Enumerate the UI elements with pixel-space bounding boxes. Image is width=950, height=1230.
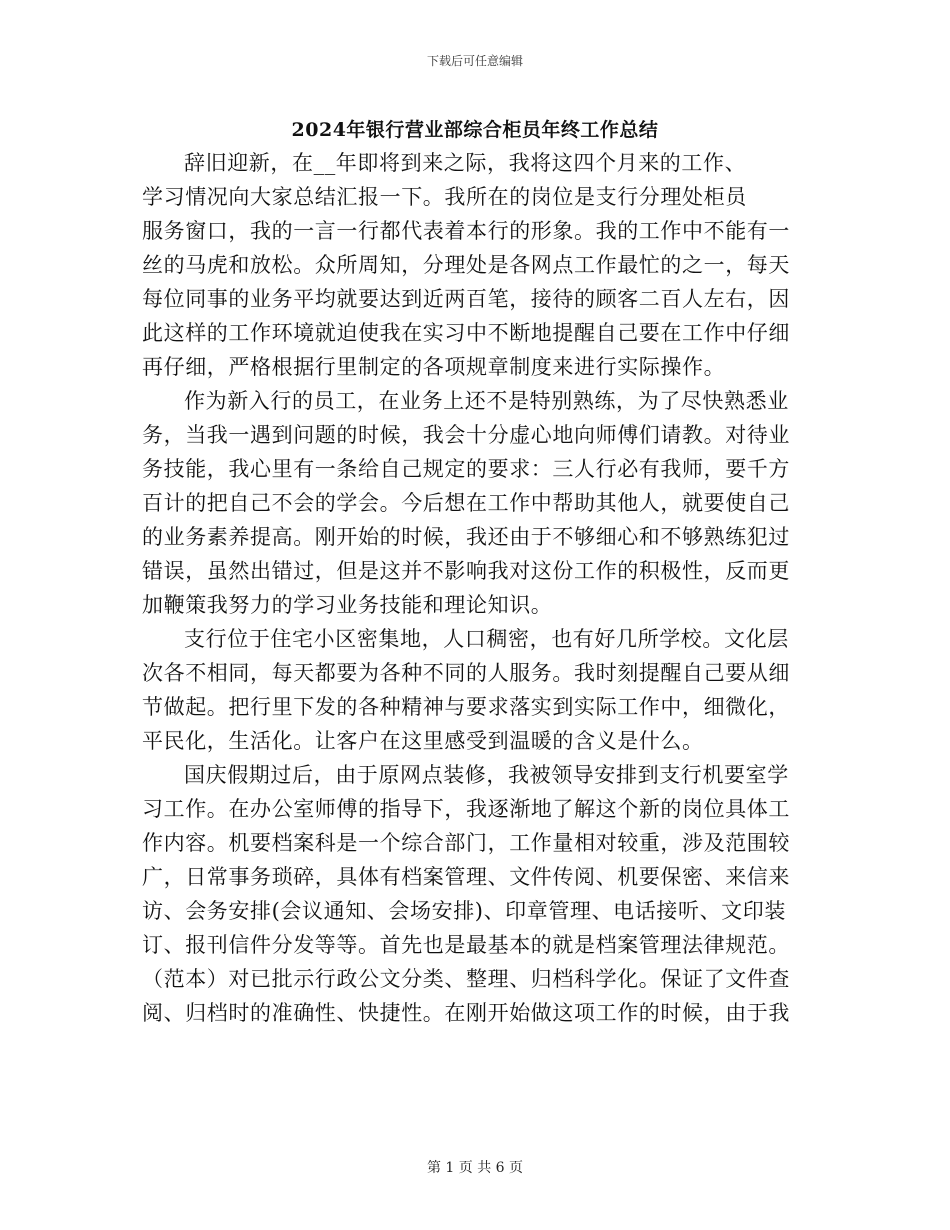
paragraph-line: 的业务素养提高。刚开始的时候，我还由于不够细心和不够熟练犯过: [142, 525, 790, 549]
paragraph-4: [142, 758, 808, 1030]
paragraph-line: 丝的马虎和放松。众所周知，分理处是各网点工作最忙的之一，每天: [142, 253, 790, 277]
paragraph-line: 务，当我一遇到问题的时候，我会十分虚心地向师傅们请教。对待业: [142, 423, 790, 447]
paragraph-line: 务技能，我心里有一条给自己规定的要求：三人行必有我师，要千方: [142, 457, 790, 481]
paragraph-line: 支行位于住宅小区密集地，人口稠密，也有好几所学校。文化层: [184, 627, 789, 651]
paragraph-line: 订、报刊信件分发等等。首先也是最基本的就是档案管理法律规范。: [142, 933, 790, 957]
paragraph-2: [142, 384, 808, 622]
document-body: [142, 146, 808, 1030]
paragraph-line: 广，日常事务琐碎，具体有档案管理、文件传阅、机要保密、来信来: [142, 865, 790, 889]
paragraph-line: 服务窗口，我的一言一行都代表着本行的形象。我的工作中不能有一: [142, 219, 790, 243]
paragraph-line: 平民化，生活化。让客户在这里感受到温暖的含义是什么。: [142, 729, 704, 753]
paragraph-line: 此这样的工作环境就迫使我在实习中不断地提醒自己要在工作中仔细: [142, 321, 790, 345]
paragraph-line: 学习情况向大家总结汇报一下。我所在的岗位是支行分理处柜员: [142, 185, 747, 209]
page-footer: 第 1 页 共 6 页: [426, 1160, 524, 1176]
header-note: 下载后可任意编辑: [426, 54, 523, 68]
paragraph-line: 阅、归档时的准确性、快捷性。在刚开始做这项工作的时候，由于我: [142, 1001, 790, 1025]
paragraph-line: 百计的把自己不会的学会。今后想在工作中帮助其他人，就要使自己: [142, 491, 790, 515]
paragraph-line: 作内容。机要档案科是一个综合部门，工作量相对较重，涉及范围较: [142, 831, 790, 855]
paragraph-line: 国庆假期过后，由于原网点装修，我被领导安排到支行机要室学: [184, 763, 789, 787]
paragraph-3: [142, 622, 808, 758]
paragraph-line: 再仔细，严格根据行里制定的各项规章制度来进行实际操作。: [142, 355, 726, 379]
paragraph-line: 每位同事的业务平均就要达到近两百笔，接待的顾客二百人左右，因: [142, 287, 790, 311]
paragraph-line: 次各不相同，每天都要为各种不同的人服务。我时刻提醒自己要从细: [142, 661, 790, 685]
paragraph-line: 作为新入行的员工，在业务上还不是特别熟练，为了尽快熟悉业: [184, 389, 789, 413]
paragraph-line: 访、会务安排(会议通知、会场安排)、印章管理、电话接听、文印装: [142, 899, 786, 923]
paragraph-line: 错误，虽然出错过，但是这并不影响我对这份工作的积极性，反而更: [142, 559, 790, 583]
paragraph-line: 习工作。在办公室师傅的指导下，我逐渐地了解这个新的岗位具体工: [142, 797, 790, 821]
paragraph-line: （范本）对已批示行政公文分类、整理、归档科学化。保证了文件查: [142, 967, 790, 991]
paragraph-line: 辞旧迎新，在__年即将到来之际，我将这四个月来的工作、: [184, 151, 747, 175]
document-title: 2024年银行营业部综合柜员年终工作总结: [291, 119, 659, 141]
paragraph-line: 加鞭策我努力的学习业务技能和理论知识。: [142, 593, 553, 617]
paragraph-line: 节做起。把行里下发的各种精神与要求落实到实际工作中，细微化，: [142, 695, 790, 719]
paragraph-1: [142, 146, 808, 384]
